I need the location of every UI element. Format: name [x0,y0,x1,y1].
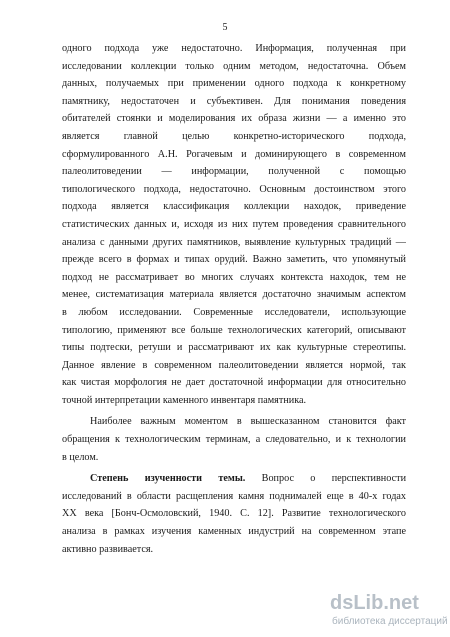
text-line: памятнику, недостаточен и субъективен. Для понимания поведения [62,95,406,107]
text-line: данных, получаемых при применении одного подхода к конкретному [62,78,406,90]
text-line: статистических данных и, исходя из них путем проведения сравнительного [62,218,406,230]
text-line: сформулированного А.Н. Рогачевым и доминирующего в современном [62,148,406,160]
text-line: анализа с данными других памятников, выявление культурных традиций — [62,236,406,248]
text-line: одного подхода уже недостаточно. Информация, полученная при [62,43,406,54]
text-line: прежде всего в формах и типах орудий. Важно заметить, что упомянутый [62,254,406,266]
text-line: исследований в области расщепления камня поднималей еще в 40-х годах [62,490,406,502]
text-line: является главной целью конкретно-исторического подхода, [62,130,406,142]
text-fragment: Вопрос о перспективности [261,473,406,485]
text-line: палеолитоведении — информации, полученной с помощью [62,166,406,178]
text-line: менее, систематизация материала является достаточно значимым аспектом [62,289,406,301]
text-line [62,470,406,488]
page-number: 5 [222,22,228,33]
section-heading: Степень изученности темы. [90,473,246,485]
text-line: подхода является классификация коллекции находок, приведение [62,201,406,213]
watermark-subtitle: библиотека диссертаций [332,616,448,627]
text-line: Данное явление в современном палеолитоведении является нормой, так [62,359,406,371]
watermark-brand-suffix: .net [383,592,419,614]
text-line: исследовании коллекции только одним методом, недостаточна. Объем [62,60,406,72]
text-line: в любом исследовании. Современные исследователи, использующие [62,306,406,318]
text-line: обращения к технологическим терминам, а следовательно, и к технологии [62,434,406,446]
text-line: в целом. [62,451,99,463]
watermark-brand-main: dsLib [330,592,384,614]
watermark-brand [330,592,419,615]
text-line: активно развивается. [62,543,154,555]
text-line: типологического подхода, недостаточно. Основным достоинством этого [62,183,406,195]
text-line: подход не рассматривает во многих случаях контекста находок, тем не [62,271,406,283]
watermark-logo [330,592,448,632]
text-line: точной интерпретации каменного инвентаря памятника. [62,394,307,406]
text-line: обитателей стоянки и моделирования их образа жизни — а именно это [62,113,406,125]
text-line: типы подтески, ретуши и рассматривают их как культурные стереотипы. [62,342,406,354]
text-line: как чистая морфология не дает достаточной информации для относительно [62,377,406,389]
text-line: анализа в рамках изучения каменных индустрий на современном этапе [62,526,406,538]
text-line: типологию, применяют все больше технологических категорий, описывают [62,324,406,336]
text-line: Наиболее важным моментом в вышесказанном становится факт [90,416,406,428]
body-text [62,40,406,558]
text-line: XX века [Бонч-Осмоловский, 1940. С. 12]. Развитие технологического [62,508,406,520]
